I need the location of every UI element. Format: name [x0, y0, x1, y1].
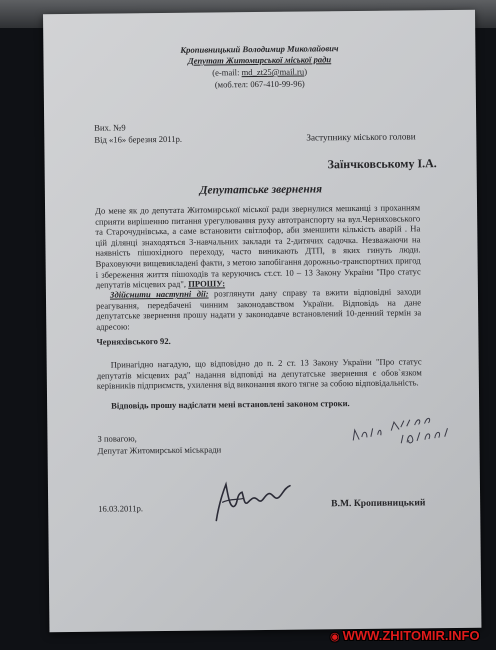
email-prefix: (e-mail:: [212, 67, 242, 78]
paragraph-request: [95, 202, 421, 290]
globe-icon: ◉: [330, 631, 340, 643]
actions-text: розглянути дану справу та вжити відповідні заходи реагування, передбачені чинним законодавством України. Відповідь на дане депутатське звернення прошу надати у законодавче встановлений 10-денний термін за адресою:: [96, 286, 422, 332]
handwritten-registration-note: [347, 405, 461, 459]
signer-name: В.М. Кропивницький: [331, 497, 426, 510]
paragraph-reply-request: Відповідь прошу надіслати мені встановлені законом строки.: [111, 398, 350, 411]
paragraph-actions: [96, 286, 421, 332]
reply-address: Черняхівського 92.: [96, 335, 171, 347]
closing-date: 16.03.2011р.: [98, 503, 144, 514]
paragraph-request-text: До мене як до депутата Житомирської міської ради звернулися мешканці з проханням сприяти вирішенню питання урегулювання руху автотранспорту на вул.Черняховського та Старочуднівська, а саме встановити світлофор, аби зменшити кількість аварій . На цій ділянці знаходяться 3-навчальних заклади та 2-дитячих садочка. Незважаючи на наявність пішохідного переходу, часто виникають ДТП, в яких гинуть люди. Враховуючи вищевикладені факти, з метою запобігання дорожньо-транспортних пригод і збереження життя пішоходів та керуючись ст.ст. 10 – 13 Закону України "Про статус депутатів місцевих рад",: [95, 202, 421, 290]
closing-regards: З повагою,: [97, 433, 137, 444]
closing-position: Депутат Житомирської міськради: [97, 444, 222, 456]
addressee-position: Заступнику міського голови: [306, 131, 416, 143]
email-link[interactable]: md_zt25@mail.ru: [241, 66, 305, 78]
outgoing-number: Вих. №9: [94, 122, 126, 133]
request-keyword: ПРОШУ:: [188, 278, 226, 289]
actions-lead: Здійснити наступні дії:: [109, 288, 209, 300]
letter-date: Від «16» березня 2011р.: [94, 133, 183, 145]
author-name: Кропивницький Володимир Миколайович: [180, 43, 339, 55]
handwritten-signature: [208, 478, 300, 525]
email-suffix: ): [304, 66, 308, 77]
document-title: Депутатське звернення: [199, 183, 323, 197]
document-page: [43, 10, 481, 632]
author-phone: (моб.тел: 067-410-99-96): [214, 78, 305, 90]
author-title: Депутат Житомирської міської ради: [187, 54, 332, 66]
addressee-name: Заїнчковському І.А.: [327, 156, 437, 172]
site-watermark: [330, 628, 480, 643]
watermark-text: WWW.ZHITOMIR.INFO: [342, 628, 480, 643]
paragraph-law-reminder: Принагідно нагадую, що відповідно до п. 2 ст. 13 Закону України "Про статус депутатів місцевих рад" надання відповіді на депутатське звернення є обов`язком керівників підприємств, ухилення від виконання якого тягне за собою відповідальність.: [96, 356, 422, 391]
